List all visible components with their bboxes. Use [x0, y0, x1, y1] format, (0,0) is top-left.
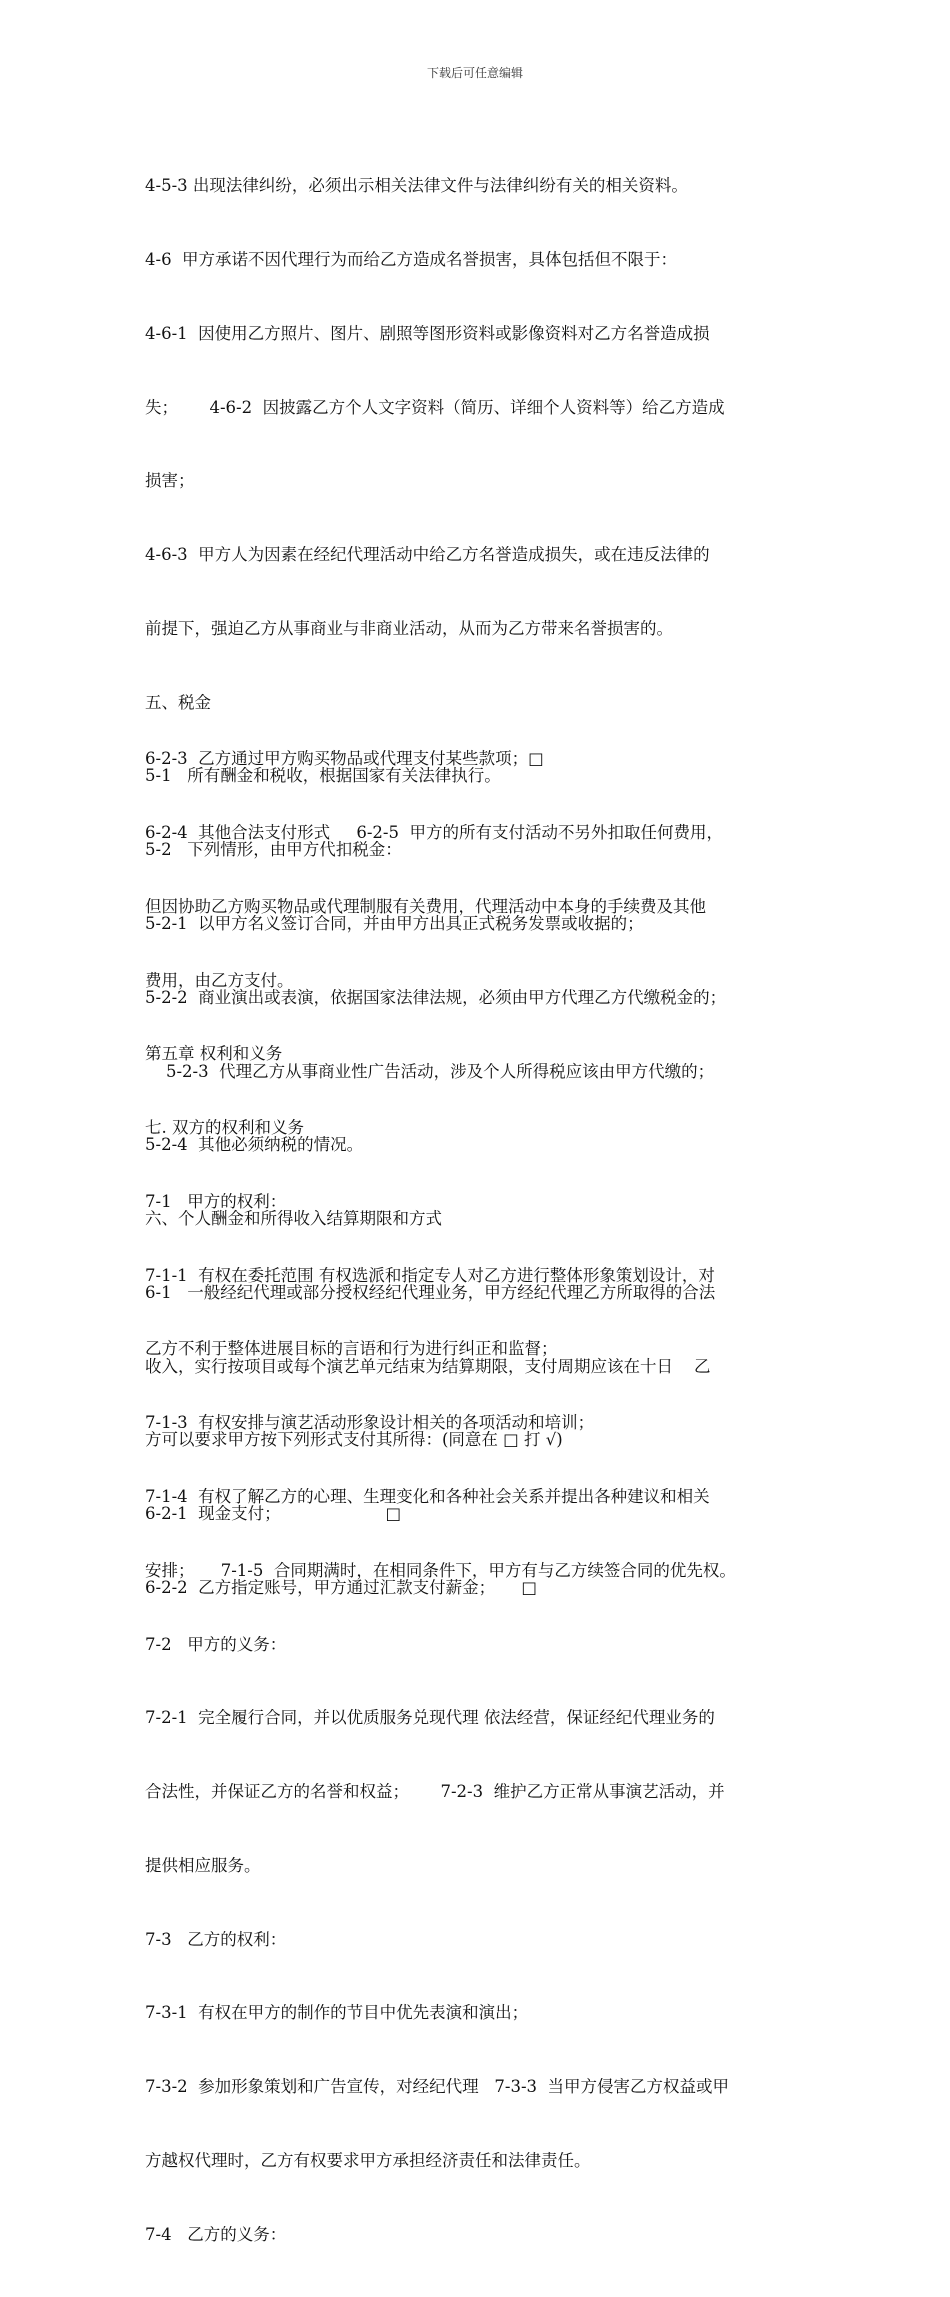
text-line: 方可以要求甲方按下列形式支付其所得：(同意在 □ 打 √): [145, 1430, 563, 1450]
text-line: 4-6-1 因使用乙方照片、图片、剧照等图形资料或影像资料对乙方名誉造成损: [145, 323, 710, 343]
text-line: 费用，由乙方支付。: [145, 970, 294, 990]
text-line: 失； 4-6-2 因披露乙方个人文字资料（简历、详细个人资料等）给乙方造成: [145, 397, 725, 417]
text-line: 5-2-1 以甲方名义签订合同，并由甲方出具正式税务发票或收据的；: [145, 914, 644, 933]
text-line: 6-2-2 乙方指定账号，甲方通过汇款支付薪金； □: [145, 1578, 537, 1598]
text-line: 提供相应服务。: [145, 1855, 261, 1875]
text-line: 5-1 所有酬金和税收，根据国家有关法律执行。: [145, 766, 501, 786]
text-line: 方越权代理时，乙方有权要求甲方承担经济责任和法律责任。: [145, 2151, 591, 2171]
text-line: 前提下，强迫乙方从事商业与非商业活动，从而为乙方带来名誉损害的。: [145, 618, 673, 638]
text-line: 7-1-1 有权在委托范围 有权选派和指定专人对乙方进行整体形象策划设计，对: [145, 1265, 715, 1285]
text-line: 合法性，并保证乙方的名誉和权益； 7-2-3 维护乙方正常从事演艺活动，并: [145, 1782, 725, 1802]
text-line: 7-1 甲方的权利：: [145, 1191, 287, 1211]
text-line: 5-2 下列情形，由甲方代扣税金：: [145, 840, 402, 860]
text-line: 但因协助乙方购买物品或代理制服有关费用，代理活动中本身的手续费及其他: [145, 896, 706, 916]
text-line: 乙方不利于整体进展目标的言语和行为进行纠正和监督；: [145, 1339, 558, 1359]
text-line: 7-3 乙方的权利：: [145, 1929, 287, 1949]
section-heading: 七. 双方的权利和义务: [145, 1118, 304, 1138]
text-line: 6-2-1 现金支付； □: [145, 1504, 402, 1524]
text-line: 7-2-1 完全履行合同，并以优质服务兑现代理 依法经营，保证经纪代理业务的: [145, 1708, 715, 1728]
text-line: 安排； 7-1-5 合同期满时，在相同条件下，甲方有与乙方续签合同的优先权。: [145, 1560, 736, 1580]
chapter-heading: 第五章 权利和义务: [145, 1044, 283, 1064]
text-line: 6-1 一般经纪代理或部分授权经纪代理业务，甲方经纪代理乙方所取得的合法: [145, 1282, 716, 1302]
text-line: 6-2-3 乙方通过甲方购买物品或代理支付某些款项；□: [145, 749, 544, 769]
text-line: 收入，实行按项目或每个演艺单元结束为结算期限，支付周期应该在十日 乙: [145, 1356, 711, 1376]
text-line: 4-6-3 甲方人为因素在经纪代理活动中给乙方名誉造成损失，或在违反法律的: [145, 545, 710, 565]
text-line: 7-1-3 有权安排与演艺活动形象设计相关的各项活动和培训；: [145, 1413, 595, 1433]
text-line: 7-1-4 有权了解乙方的心理、生理变化和各种社会关系并提出各种建议和相关: [145, 1487, 710, 1506]
section-heading: 六、个人酬金和所得收入结算期限和方式: [145, 1209, 442, 1229]
text-line: 7-3-1 有权在甲方的制作的节目中优先表演和演出；: [145, 2003, 529, 2023]
text-line: 5-2-3 代理乙方从事商业性广告活动，涉及个人所得税应该由甲方代缴的；: [145, 1061, 715, 1081]
text-line: 损害；: [145, 471, 195, 491]
text-line: 4-6 甲方承诺不因代理行为而给乙方造成名誉损害，具体包括但不限于：: [145, 249, 678, 269]
body-text-block-2: [145, 698, 815, 2297]
section-heading: 五、税金: [145, 692, 211, 712]
text-line: 7-3-2 参加形象策划和广告宣传，对经纪代理 7-3-3 当甲方侵害乙方权益或甲: [145, 2077, 730, 2097]
text-line: 4-5-3 出现法律纠纷，必须出示相关法律文件与法律纠纷有关的相关资料。: [145, 176, 688, 196]
text-line: 7-4 乙方的义务：: [145, 2224, 287, 2244]
text-line: 5-2-2 商业演出或表演，依据国家法律法规，必须由甲方代理乙方代缴税金的；: [145, 987, 727, 1007]
text-line: 5-2-4 其他必须纳税的情况。: [145, 1135, 364, 1155]
page-header: 下载后可任意编辑: [426, 66, 523, 80]
text-line: 6-2-4 其他合法支付形式 6-2-5 甲方的所有支付活动不另外扣取任何费用，: [145, 822, 723, 842]
text-line: 7-2 甲方的义务：: [145, 1634, 287, 1654]
